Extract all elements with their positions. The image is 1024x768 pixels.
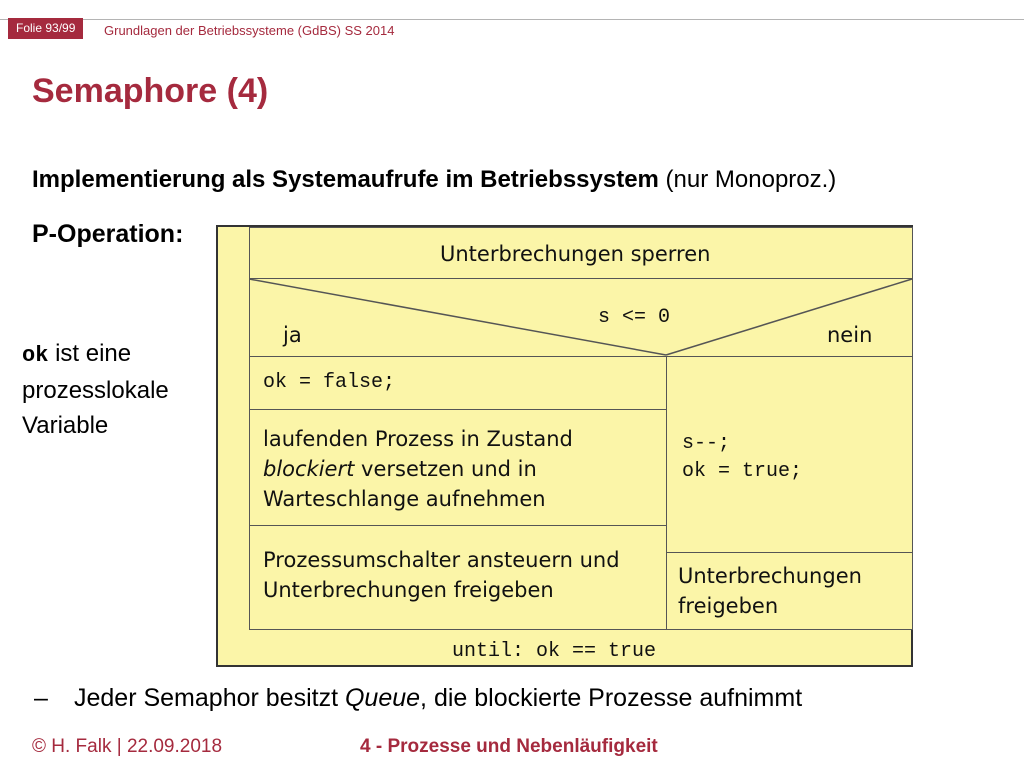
bullet-dash: – [34,684,48,712]
switch-line1: Prozessumschalter ansteuern und [263,548,620,572]
no-label: nein [827,323,873,347]
freigeben-line1: Unterbrechungen [678,564,862,588]
block-line3: Warteschlange aufnehmen [263,487,546,511]
sperren-block [249,227,913,279]
side-note-line2: prozesslokale [22,377,169,404]
bullet-text-after: , die blockierte Prozesse aufnimmt [420,684,803,712]
block-process-block [249,409,667,526]
subtitle [32,166,836,194]
code-line2: ok = true; [682,460,803,483]
block-line2-rest: versetzen und in [354,457,537,481]
structogram [216,225,913,667]
slide-title: Semaphore (4) [32,72,269,110]
bullet-item [34,684,802,713]
freigeben-line2: freigeben [678,594,779,618]
yes-label: ja [283,323,302,347]
side-note-line1-text: ist eine [48,340,132,367]
side-note-line3: Variable [22,412,109,439]
switch-line2: Unterbrechungen freigeben [263,578,554,602]
bullet-text-before: Jeder Semaphor besitzt [74,684,345,712]
side-note-line1 [22,336,169,373]
sperren-text: Unterbrechungen sperren [440,242,711,266]
block-line1: laufenden Prozess in Zustand [263,427,573,451]
ok-false-block [249,356,667,410]
until-condition: until: ok == true [452,640,657,663]
subtitle-normal: (nur Monoproz.) [658,166,837,193]
side-note-code: ok [22,343,49,368]
condition-text: s <= 0 [598,306,671,329]
code-line1: s--; [682,432,731,455]
course-title: Grundlagen der Betriebssysteme (GdBS) SS 2014 [104,23,395,38]
footer-chapter: 4 - Prozesse und Nebenläufigkeit [360,736,658,757]
condition-block [249,278,913,357]
header-rule [0,19,1024,20]
subtitle-bold: Implementierung als Systemaufrufe im Betriebssystem [32,166,659,193]
switch-block [249,525,667,630]
condition-triangle [249,278,913,357]
side-note [22,336,169,443]
ok-false-text: ok = false; [263,371,396,394]
block-line2 [263,454,537,484]
bullet-italic: Queue [344,684,421,712]
no-branch-code-block [666,356,913,553]
footer-author-date: © H. Falk | 22.09.2018 [32,736,223,757]
blockiert-italic: blockiert [263,457,355,481]
slide-counter-badge: Folie 93/99 [8,18,83,39]
p-operation-label: P-Operation: [32,220,184,248]
freigeben-block [666,552,913,630]
